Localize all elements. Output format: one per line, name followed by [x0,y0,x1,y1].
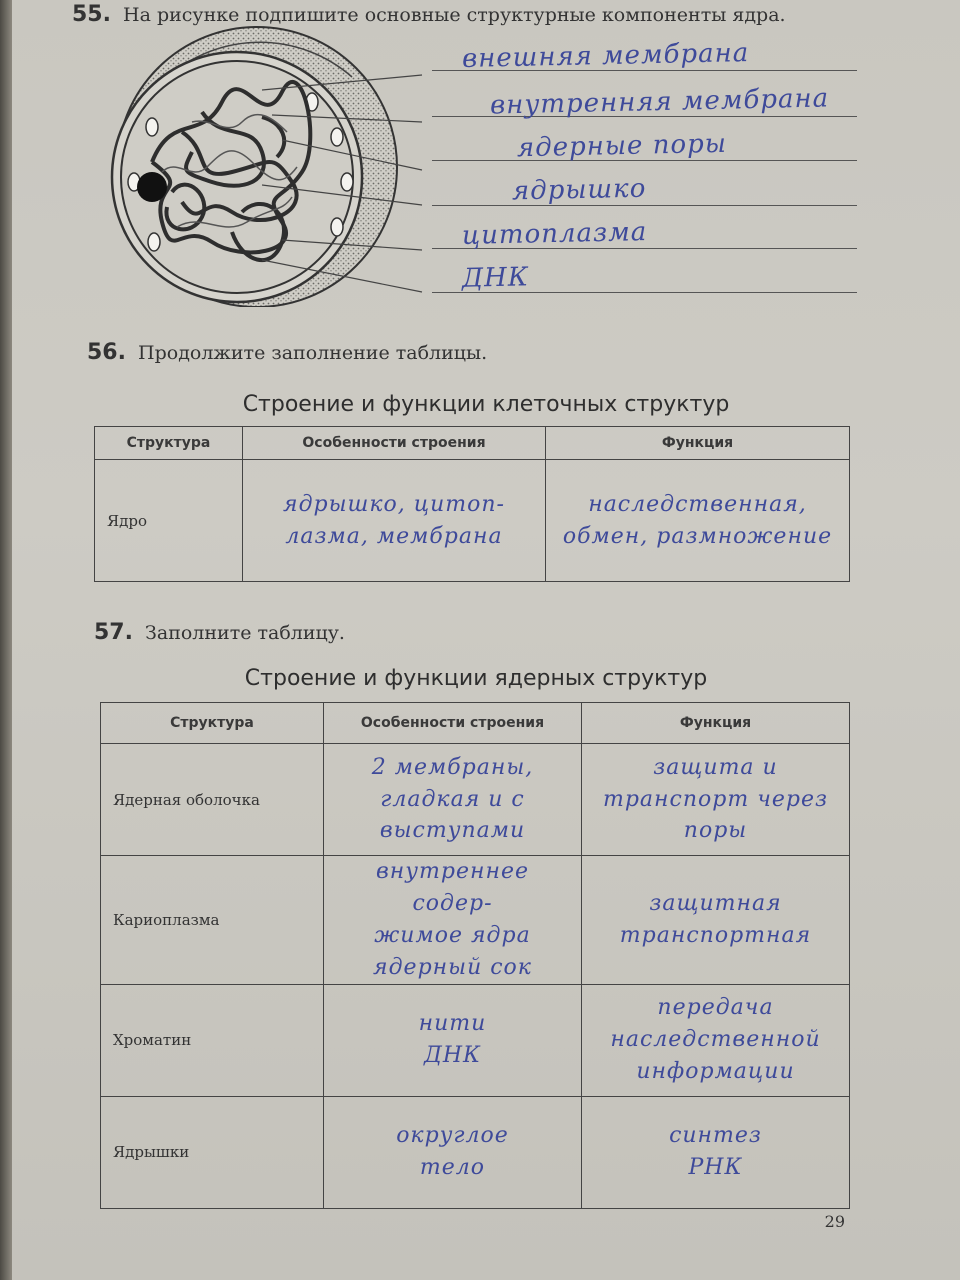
book-spine-shadow [0,0,12,1280]
nucleolus-shape [137,172,167,202]
table-57-features-cell: нити ДНК [418,1011,487,1069]
table-row [101,856,850,985]
table-57-structure-cell: Кариоплазма [101,856,324,985]
table-57-structure-cell: Хроматин [101,984,324,1096]
table-57-function-cell: передача наследственной информации [610,995,821,1084]
table-57-function-cell: синтез РНК [669,1123,762,1181]
table-nuclear-structures [100,702,850,1209]
table-row [101,1096,850,1208]
label-nucleolus: ядрышко [511,173,647,207]
task-56-heading [87,340,487,365]
table-56-header-features: Особенности строения [243,427,546,460]
table-56-header-function: Функция [546,427,850,460]
table-57-features-cell: 2 мембраны, гладкая и с выступами [371,754,534,844]
table-56-header-structure: Структура [95,427,243,460]
table-57-header-structure: Структура [101,703,324,744]
workbook-page [12,0,960,1280]
answer-line-4 [432,205,857,206]
table-56-features-cell: ядрышко, цитоп- лазма, мембрана [283,491,505,549]
label-nuclear-pores: ядерные поры [516,128,728,164]
table-56-function-cell: наследственная, обмен, размножение [562,491,833,549]
table-cell-structures [94,426,850,582]
table-57-header-features: Особенности строения [324,703,582,744]
leader-lines [262,60,442,300]
table-56-caption: Строение и функции клеточных структур [242,392,730,417]
table-57-function-cell: защита и транспорт через поры [602,754,829,844]
task-57-heading [94,620,345,645]
table-56-structure-cell: Ядро [95,460,243,582]
label-inner-membrane: внутренняя мембрана [489,83,830,121]
table-row [101,744,850,856]
label-outer-membrane: внешняя мембрана [461,37,750,75]
page-number: 29 [824,1212,845,1231]
task-55-text: На рисунке подпишите основные структурные компоненты ядра. [123,4,786,26]
table-57-features-cell: внутреннее содер- жимое ядра ядерный сок [373,859,532,980]
task-57-text: Заполните таблицу. [145,622,345,644]
table-57-features-cell: округлое тело [396,1123,509,1181]
table-57-caption: Строение и функции ядерных структур [244,666,708,691]
label-cytoplasm: цитоплазма [461,217,648,251]
table-57-structure-cell: Ядрышки [101,1096,324,1208]
table-row [101,984,850,1096]
task-55-number: 55. [72,2,111,27]
table-57-structure-cell: Ядерная оболочка [101,744,324,856]
table-row [95,460,850,582]
table-57-header-function: Функция [582,703,850,744]
table-57-function-cell: защитная транспортная [619,890,812,948]
task-56-text: Продолжите заполнение таблицы. [138,342,488,364]
label-dna: ДНК [461,262,530,294]
task-56-number: 56. [87,340,126,365]
task-57-number: 57. [94,620,133,645]
